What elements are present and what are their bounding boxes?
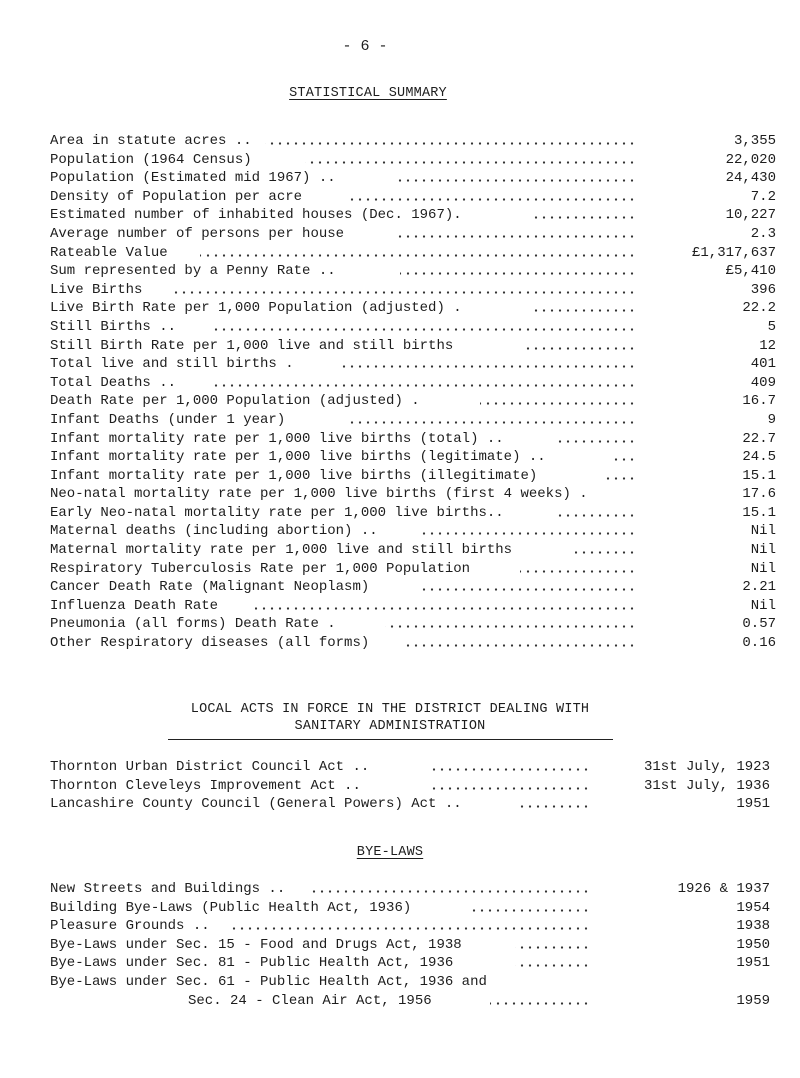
row-value: 9: [767, 411, 776, 428]
row-value: 17.6: [742, 486, 776, 503]
row-label: Maternal mortality rate per 1,000 live and still births: [50, 542, 513, 559]
row-label: Infant mortality rate per 1,000 live births (total) ..: [50, 430, 504, 447]
table-row: [50, 188, 776, 207]
table-row: [50, 299, 776, 318]
row-value: 7.2: [750, 188, 776, 205]
table-row: [50, 244, 776, 263]
row-label: Infant mortality rate per 1,000 live births (legitimate) ..: [50, 449, 546, 466]
row-value: 15.1: [742, 467, 776, 484]
list-item: [50, 936, 770, 955]
list-item: [50, 795, 770, 814]
table-row: [50, 541, 776, 560]
bye-law-year: 1951: [736, 955, 770, 972]
row-value: 401: [750, 356, 776, 373]
row-label: Respiratory Tuberculosis Rate per 1,000 Population: [50, 560, 471, 577]
list-item: [50, 758, 770, 777]
row-value: 5: [767, 318, 776, 335]
table-row: [50, 467, 776, 486]
row-value: 2.3: [750, 225, 776, 242]
row-value: 0.16: [742, 635, 776, 652]
local-acts-title-line2: SANITARY ADMINISTRATION: [294, 719, 486, 734]
table-row: [50, 634, 776, 653]
row-label: Infant mortality rate per 1,000 live births (illegitimate): [50, 467, 538, 484]
bye-law-year: 1938: [736, 918, 770, 935]
bye-law-name: Sec. 24 - Clean Air Act, 1956: [188, 992, 432, 1009]
row-label: Population (Estimated mid 1967) ..: [50, 170, 336, 187]
row-label: Estimated number of inhabited houses (Dec. 1967).: [50, 207, 462, 224]
row-value: 22,020: [725, 151, 776, 168]
row-label: Still Births ..: [50, 318, 177, 335]
bye-law-year: 1954: [736, 899, 770, 916]
bye-law-name: Pleasure Grounds ..: [50, 918, 210, 935]
row-label: Maternal deaths (including abortion) ..: [50, 523, 378, 540]
row-value: £1,317,637: [691, 244, 776, 261]
row-value: 24,430: [725, 170, 776, 187]
list-item: [50, 992, 770, 1011]
row-label: Population (1964 Census): [50, 151, 252, 168]
row-value: 409: [750, 374, 776, 391]
local-acts-title-line1: LOCAL ACTS IN FORCE IN THE DISTRICT DEALING WITH: [190, 702, 590, 717]
row-value: 10,227: [725, 207, 776, 224]
row-label: Neo-natal mortality rate per 1,000 live births (first 4 weeks) .: [50, 486, 588, 503]
row-value: Nil: [750, 542, 776, 559]
bye-law-year: 1926 & 1937: [677, 881, 770, 897]
row-label: Density of Population per acre: [50, 188, 303, 205]
table-row: [50, 522, 776, 541]
row-value: Nil: [750, 597, 776, 614]
act-date: 1951: [736, 796, 770, 813]
row-value: 15.1: [742, 504, 776, 521]
table-row: [50, 448, 776, 467]
table-row: [50, 560, 776, 579]
row-value: Nil: [750, 523, 776, 540]
act-name: Thornton Urban District Council Act ..: [50, 759, 370, 775]
list-item: [50, 973, 770, 992]
act-date: 31st July, 1923: [643, 759, 770, 775]
row-label: Live Births: [50, 281, 143, 298]
bye-law-name: Building Bye-Laws (Public Health Act, 1936): [50, 899, 412, 916]
row-value: 0.57: [742, 616, 776, 633]
bye-law-name: Bye-Laws under Sec. 15 - Food and Drugs Act, 1938: [50, 936, 462, 953]
table-row: [50, 411, 776, 430]
row-label: Live Birth Rate per 1,000 Population (adjusted) .: [50, 300, 462, 317]
bye-laws-title: BYE-LAWS: [356, 845, 424, 860]
table-row: [50, 281, 776, 300]
row-label: Cancer Death Rate (Malignant Neoplasm): [50, 579, 370, 596]
row-value: £5,410: [725, 263, 776, 280]
row-value: 24.5: [742, 449, 776, 466]
row-label: Total live and still births .: [50, 356, 294, 373]
row-value: 22.2: [742, 300, 776, 317]
row-label: Area in statute acres ..: [50, 133, 252, 149]
bye-laws-list: [50, 880, 770, 1010]
row-value: 12: [759, 337, 776, 354]
table-row: [50, 132, 776, 151]
table-row: [50, 337, 776, 356]
row-label: Sum represented by a Penny Rate ..: [50, 263, 336, 280]
statistical-summary-table: [50, 132, 776, 653]
row-value: Nil: [750, 560, 776, 577]
table-row: [50, 355, 776, 374]
list-item: [50, 917, 770, 936]
row-value: 22.7: [742, 430, 776, 447]
section-rule: [168, 739, 613, 740]
bye-law-name: Bye-Laws under Sec. 81 - Public Health Act, 1936: [50, 955, 454, 972]
row-label: Total Deaths ..: [50, 374, 177, 391]
table-row: [50, 504, 776, 523]
bye-law-year: 1959: [736, 992, 770, 1009]
act-name: Lancashire County Council (General Powers) Act ..: [50, 796, 462, 813]
table-row: [50, 262, 776, 281]
table-row: [50, 151, 776, 170]
row-value: 3,355: [733, 133, 776, 149]
table-row: [50, 169, 776, 188]
table-row: [50, 615, 776, 634]
bye-law-name: Bye-Laws under Sec. 61 - Public Health Act, 1936 and: [50, 973, 487, 990]
statistical-summary-title: STATISTICAL SUMMARY: [289, 86, 447, 101]
list-item: [50, 899, 770, 918]
list-item: [50, 777, 770, 796]
list-item: [50, 880, 770, 899]
row-value: 16.7: [742, 393, 776, 410]
act-name: Thornton Cleveleys Improvement Act ..: [50, 777, 361, 794]
row-value: 396: [750, 281, 776, 298]
table-row: [50, 578, 776, 597]
row-label: Average number of persons per house: [50, 225, 345, 242]
table-row: [50, 392, 776, 411]
row-label: Rateable Value: [50, 244, 168, 261]
act-date: 31st July, 1936: [643, 777, 770, 794]
row-label: Other Respiratory diseases (all forms): [50, 635, 370, 652]
table-row: [50, 597, 776, 616]
bye-law-year: 1950: [736, 936, 770, 953]
table-row: [50, 225, 776, 244]
row-label: Pneumonia (all forms) Death Rate .: [50, 616, 336, 633]
row-label: Influenza Death Rate: [50, 597, 219, 614]
row-label: Still Birth Rate per 1,000 live and still births: [50, 337, 454, 354]
table-row: [50, 206, 776, 225]
table-row: [50, 374, 776, 393]
table-row: [50, 485, 776, 504]
local-acts-list: [50, 758, 770, 814]
row-label: Infant Deaths (under 1 year): [50, 411, 286, 428]
list-item: [50, 954, 770, 973]
page-number: - 6 -: [342, 38, 388, 55]
row-value: 2.21: [742, 579, 776, 596]
row-label: Death Rate per 1,000 Population (adjusted) .: [50, 393, 420, 410]
bye-law-name: New Streets and Buildings ..: [50, 881, 286, 897]
table-row: [50, 430, 776, 449]
table-row: [50, 318, 776, 337]
row-label: Early Neo-natal mortality rate per 1,000 live births..: [50, 504, 504, 521]
